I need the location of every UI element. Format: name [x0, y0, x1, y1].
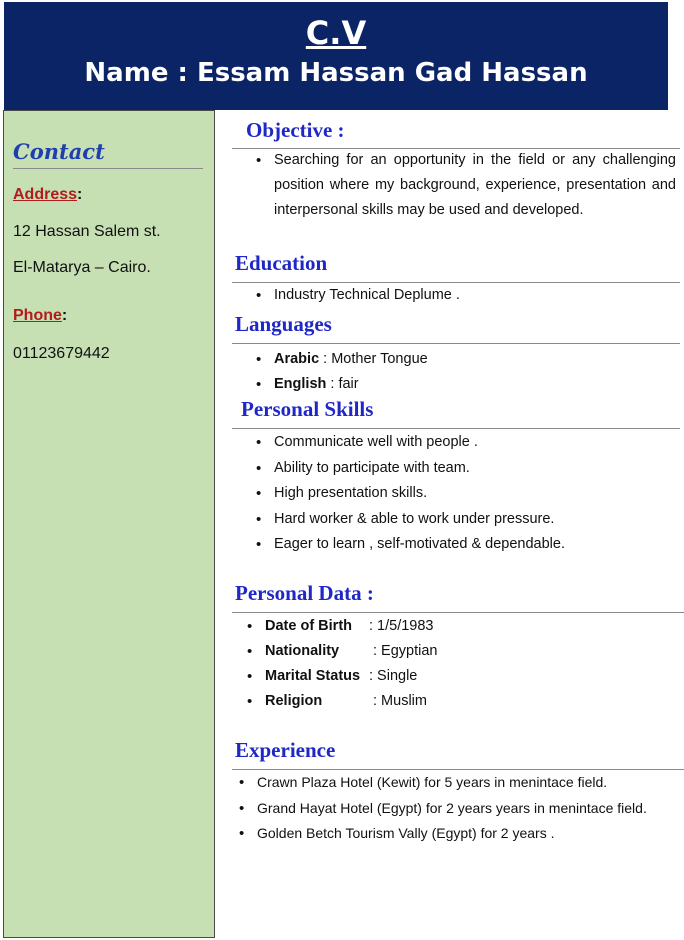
experience-item: • Golden Betch Tourism Vally (Egypt) for 2 years .: [235, 821, 683, 847]
personal-data-item: [243, 689, 667, 714]
personal-data-item: [243, 664, 667, 689]
languages-title: Languages: [235, 312, 332, 336]
language-item: [252, 372, 676, 397]
personal-data-key: Nationality: [265, 643, 340, 659]
personal-data-value: : Egyptian: [373, 643, 438, 659]
cv-header: [4, 2, 668, 110]
language-item: [252, 347, 676, 372]
address-line-1: 12 Hassan Salem st.: [13, 223, 161, 240]
address-label-text: Address: [13, 186, 78, 203]
phone-label-colon: :: [61, 307, 68, 324]
education-list: [252, 287, 676, 303]
address-label-colon: :: [77, 186, 83, 203]
objective-title: Objective :: [246, 118, 345, 142]
personal-data-value: : 1/5/1983: [369, 618, 434, 634]
objective-list: [252, 148, 676, 223]
skill-item: • Hard worker & able to work under pressure.: [252, 507, 676, 533]
language-level: : Mother Tongue: [319, 351, 428, 367]
personal-data-key: Marital Status: [265, 668, 361, 684]
experience-title: Experience: [235, 738, 336, 762]
experience-list: [235, 770, 683, 847]
contact-heading: Contact: [13, 139, 203, 169]
phone-label-text: Phone: [13, 307, 62, 324]
skill-item: • Eager to learn , self-motivated & dependable.: [252, 532, 676, 558]
personal-data-rule: [232, 612, 684, 613]
contact-sidebar: [3, 110, 215, 938]
personal-data-list: [243, 614, 667, 714]
phone-label: [13, 307, 67, 325]
experience-item: • Crawn Plaza Hotel (Kewit) for 5 years in menintace field.: [235, 770, 683, 796]
language-name: Arabic: [274, 351, 320, 367]
candidate-name: Name : Essam Hassan Gad Hassan: [84, 58, 588, 88]
personal-data-value: : Single: [369, 668, 418, 684]
personal-data-title: Personal Data :: [235, 581, 374, 605]
skills-rule: [232, 428, 680, 429]
language-name: English: [274, 376, 327, 392]
personal-data-key: Date of Birth: [265, 618, 352, 634]
personal-data-item: [243, 614, 667, 639]
languages-list: [252, 347, 676, 397]
skills-list: [252, 430, 676, 558]
personal-data-item: [243, 639, 667, 664]
personal-data-key: Religion: [265, 693, 323, 709]
phone-number: 01123679442: [13, 345, 110, 362]
language-level: : fair: [326, 376, 359, 392]
education-title: Education: [235, 251, 328, 275]
cv-title: C.V: [305, 14, 367, 52]
skill-item: • High presentation skills.: [252, 481, 676, 507]
address-label: [13, 186, 82, 204]
education-rule: [232, 282, 680, 283]
skill-item: • Communicate well with people .: [252, 430, 676, 456]
experience-item: • Grand Hayat Hotel (Egypt) for 2 years years in menintace field.: [235, 796, 683, 822]
address-line-2: El-Matarya – Cairo.: [13, 259, 151, 276]
personal-data-value: : Muslim: [373, 693, 427, 709]
objective-text: • Searching for an opportunity in the field or any challenging position where my background, experience, presentation and interpersonal skills may be used and developed.: [252, 148, 676, 223]
education-item: • Industry Technical Deplume .: [252, 287, 676, 303]
skill-item: • Ability to participate with team.: [252, 456, 676, 482]
languages-rule: [232, 343, 680, 344]
skills-title: Personal Skills: [241, 397, 374, 421]
